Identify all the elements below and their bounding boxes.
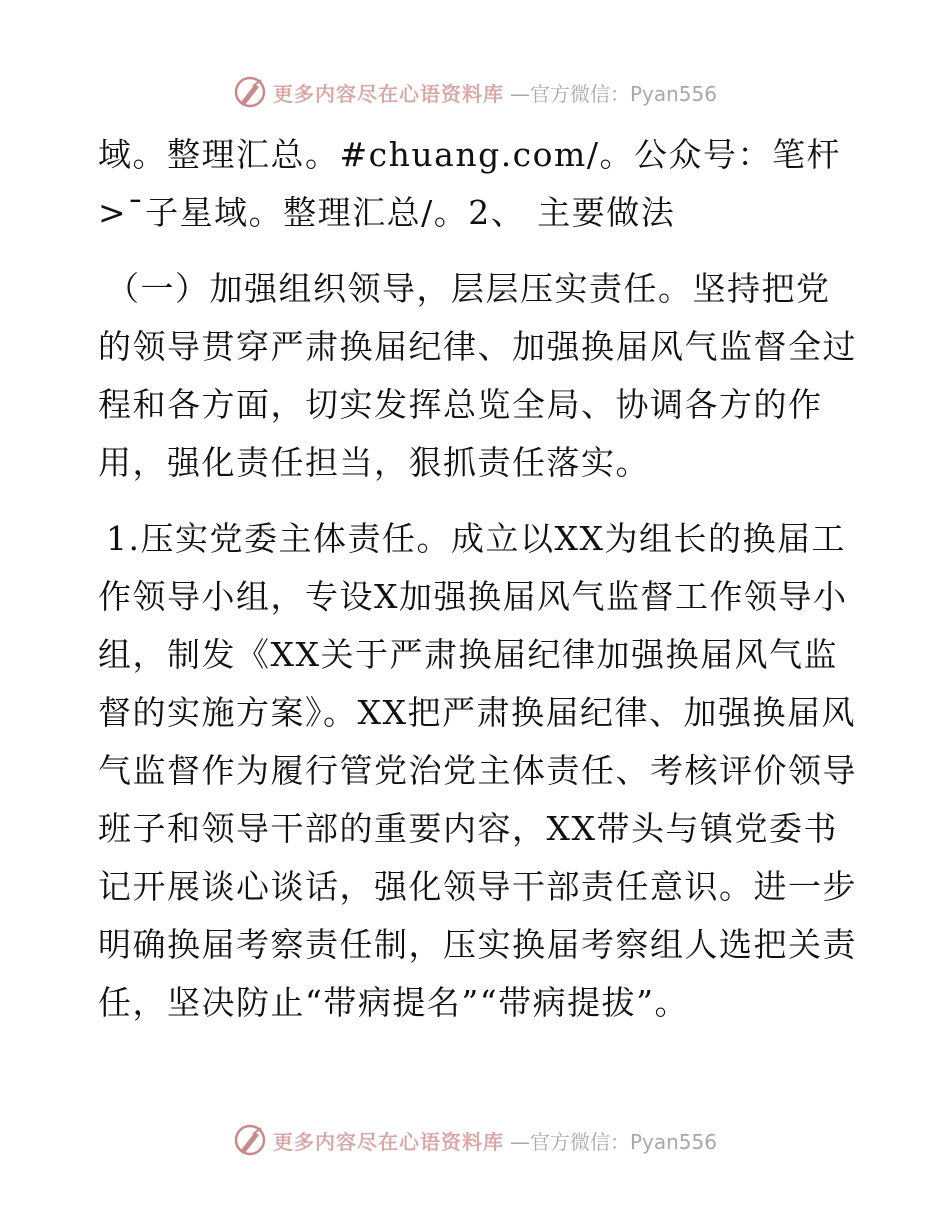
paragraph-1: 域。整理汇总。#chuang.com/。公众号：笔杆>¯子星域。整理汇总/。2、 主要做法 xyxy=(98,135,841,232)
pen-logo-icon xyxy=(233,75,267,109)
watermark-text-main: 更多内容尽在心语资料库 xyxy=(272,1129,504,1154)
pen-logo-icon xyxy=(233,1123,267,1157)
watermark-text-rest: —官方微信：Pyan556 xyxy=(509,81,717,106)
watermark-text-main: 更多内容尽在心语资料库 xyxy=(272,81,504,106)
watermark-text-rest: —官方微信：Pyan556 xyxy=(509,1129,717,1154)
paragraph-2: （一）加强组织领导，层层压实责任。坚持把党的领导贯穿严肃换届纪律、加强换届风气监督全过程和各方面，切实发挥总览全局、协调各方的作用，强化责任担当，狠抓责任落实。 xyxy=(98,269,857,482)
header-watermark xyxy=(0,72,950,112)
document-body xyxy=(98,126,858,1032)
paragraph-3: 1.压实党委主体责任。成立以XX为组长的换届工作领导小组，专设X加强换届风气监督工作领导小组，制发《XX关于严肃换届纪律加强换届风气监督的实施方案》。XX把严肃换届纪律、加强换届风气监督作为履行管党治党主体责任、考核评价领导班子和领导干部的重要内容，XX带头与镇党委书记开展谈心谈话，强化领导干部责任意识。进一步明确换届考察责任制，压实换届考察组人选把关责任，坚决防止“带病提名”“带病提拔”。 xyxy=(98,519,857,1022)
footer-watermark xyxy=(0,1120,950,1160)
